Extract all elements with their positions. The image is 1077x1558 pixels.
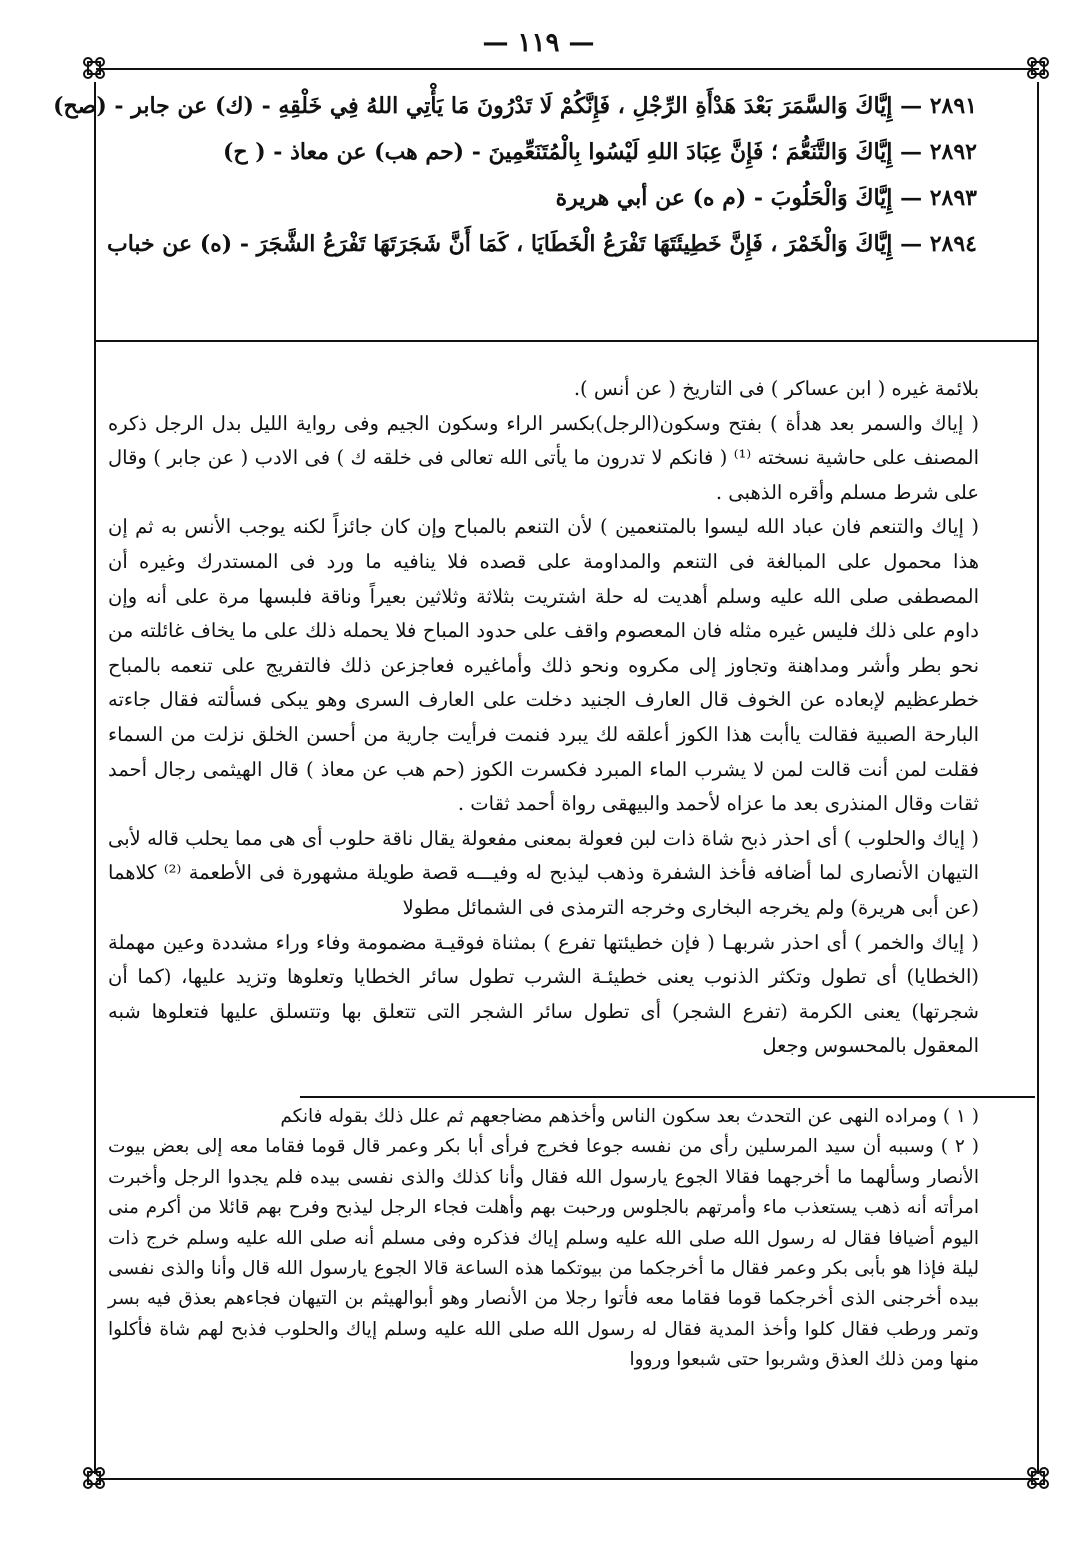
commentary-paragraph: ( إياك والخمر ) أى احذر شربهـا ( فإن خطيئتها تفرع ) بمثناة فوقيـة مضمومة وفاء وراء مشددة وعين مهملة (الخطايا) أى تطول وتكثر الذنوب يعنى خطيئـة الشرب تطول سائر الخطايا وتعلوها وتزيد عليها، (كما أن شجرتها) يعنى الكرمة (تفرع الشجر) أى تطول سائر الشجر التى تتعلق بها وتتسلق عليها فتعلوها شبه المعقول بالمحسوس وجعل xyxy=(108,930,979,1058)
frame-left-line xyxy=(94,82,96,1474)
commentary-paragraph: ( إياك والحلوب ) أى احذر ذبح شاة ذات لبن فعولة بمعنى مفعولة يقال ناقة حلوب أى هى مما يحلب قاله لأبى التيهان الأنصارى لما أضافه فأخذ الشفرة وذهب ليذبح له وفيـــه قصة طويلة مشهورة فى الأطعمة ⁽²⁾ كلاهما (عن أبى هريرة) ولم يخرجه البخارى وخرجه الترمذى فى الشمائل مطولا xyxy=(108,826,979,919)
hadith-list xyxy=(53,92,977,276)
corner-ornament-icon xyxy=(80,1464,108,1492)
hadith-2893: ٢٨٩٣ — إِيَّاكَ وَالْحَلُوبَ - (م ه) عن أبي هريرة xyxy=(555,185,977,211)
footnote: ( ١ ) ومراده النهى عن التحدث بعد سكون الناس وأخذهم مضاجعهم ثم علل ذلك بقوله فانكم xyxy=(280,1106,979,1127)
commentary-paragraph: بلائمة غيره ( ابن عساكر ) فى التاريخ ( عن أنس ). xyxy=(573,377,979,400)
corner-ornament-icon xyxy=(1024,1464,1052,1492)
footnote: ( ٢ ) وسببه أن سيد المرسلين رأى من نفسه جوعا فخرج فرأى أبا بكر وعمر قال قوما فقاما معه إلى بعض بيوت الأنصار وسألهما ما أخرجهما فقالا الجوع يارسول الله فقال وأنا كذلك والذى نفسى بيده فلم يجدوا الرجل وأخبرت امرأته أنه ذهب يستعذب ماء وأمرتهم بالجلوس ورحبت بهم وأهلت فجاء الرجل ليذبح وفرح بهم قائلا من أكرم منى اليوم أضيافا فقال له رسول الله صلى الله عليه وسلم إياك فذكره وفى مسلم أنه صلى الله عليه وسلم خرج ذات ليلة فإذا هو بأبى بكر وعمر فقال ما أخرجكما من بيوتكما هذه الساعة قالا الجوع يارسول الله قال وأنا والذى نفسى بيده أخرجنى الذى أخرجكما قوما فقاما معه فأتوا رجلا من الأنصار وهو أبوالهيثم بن التيهان فجاءهم بعذق فيه بسر وتمر ورطب فقال كلوا وأخذ المدية فقال له رسول الله صلى الله عليه وسلم إياك والحلوب فذبح لهم شاة فأكلوا منها ومن ذلك العذق وشربوا حتى شبعوا ورووا xyxy=(108,1136,979,1371)
corner-ornament-icon xyxy=(1024,54,1052,82)
commentary xyxy=(108,372,979,1064)
frame-bottom-line xyxy=(96,1478,1039,1480)
hadith-2892: ٢٨٩٢ — إِيَّاكَ وَالتَّنَعُّمَ ؛ فَإِنَّ عِبَادَ اللهِ لَيْسُوا بِالْمُتَنَعِّمِينَ - (حم هب) عن معاذ - ( ح) xyxy=(222,139,977,165)
page-number: — ١١٩ — xyxy=(482,28,595,58)
footnotes xyxy=(108,1102,979,1376)
frame-top-line xyxy=(96,68,1039,70)
hadith-separator-line xyxy=(96,340,1039,342)
corner-ornament-icon xyxy=(80,54,108,82)
hadith-2894: ٢٨٩٤ — إِيَّاكَ وَالْخَمْرَ ، فَإِنَّ خَطِيئَتَهَا تَفْرَعُ الْخَطَايَا ، كَمَا أَنَّ شَجَرَتَهَا تَفْرَعُ الشَّجَرَ - (ه) عن خباب xyxy=(107,231,977,257)
footnote-separator-line xyxy=(300,1096,1035,1098)
hadith-2891: ٢٨٩١ — إِيَّاكَ وَالسَّمَرَ بَعْدَ هَدْأَةِ الرِّجْلِ ، فَإِنَّكُمْ لَا تَدْرُونَ مَا يَأْتِي اللهُ فِي خَلْقِهِ - (ك) عن جابر - (صح) xyxy=(53,93,977,119)
frame-right-line xyxy=(1037,82,1039,1474)
commentary-paragraph: ( إياك والتنعم فان عباد الله ليسوا بالمتنعمين ) لأن التنعم بالمباح وإن كان جائزاً لكنه يوجب الأنس به ثم إن هذا محمول على المبالغة فى التنعم والمداومة على قصده فلا ينافيه ما ورد فى المستدرك وغيره أن المصطفى صلى الله عليه وسلم أهديت له حلة اشتريت بثلاثة وثلاثين بعيراً وناقة فلبسها مرة على أنه وإن داوم على ذلك فليس غيره مثله فان المعصوم واقف على حدود المباح فلا يحمله ذلك على ما يخاف غائلته من نحو بطر وأشر ومداهنة وتجاوز إلى مكروه ونحو ذلك وأماغيره فعاجزعن ذلك فالتفريج على تنعمه بالمباح خطرعظيم لإبعاده عن الخوف قال العارف الجنيد دخلت على العارف السرى وهو يبكى فسألته فقال جاءته البارحة الصبية فقالت ياأبت هذا الكوز أعلقه لك يبرد فنمت فرأيت جارية من أحسن الخلق نزلت من السماء فقلت لمن أنت قالت لمن لا يشرب الماء المبرد فكسرت الكوز (حم هب عن معاذ ) قال الهيثمى رجال أحمد ثقات وقال المنذرى بعد ما عزاه لأحمد والبيهقى رواة أحمد ثقات . xyxy=(108,515,979,816)
commentary-paragraph: ( إياك والسمر بعد هدأة ) بفتح وسكون(الرجل)بكسر الراء وسكون الجيم وفى رواية الليل بدل الرجل ذكره المصنف على حاشية نسخته ⁽¹⁾ ( فانكم لا تدرون ما يأتى الله تعالى فى خلقه ك ) فى الادب ( عن جابر ) وقال على شرط مسلم وأقره الذهبى . xyxy=(108,411,979,504)
